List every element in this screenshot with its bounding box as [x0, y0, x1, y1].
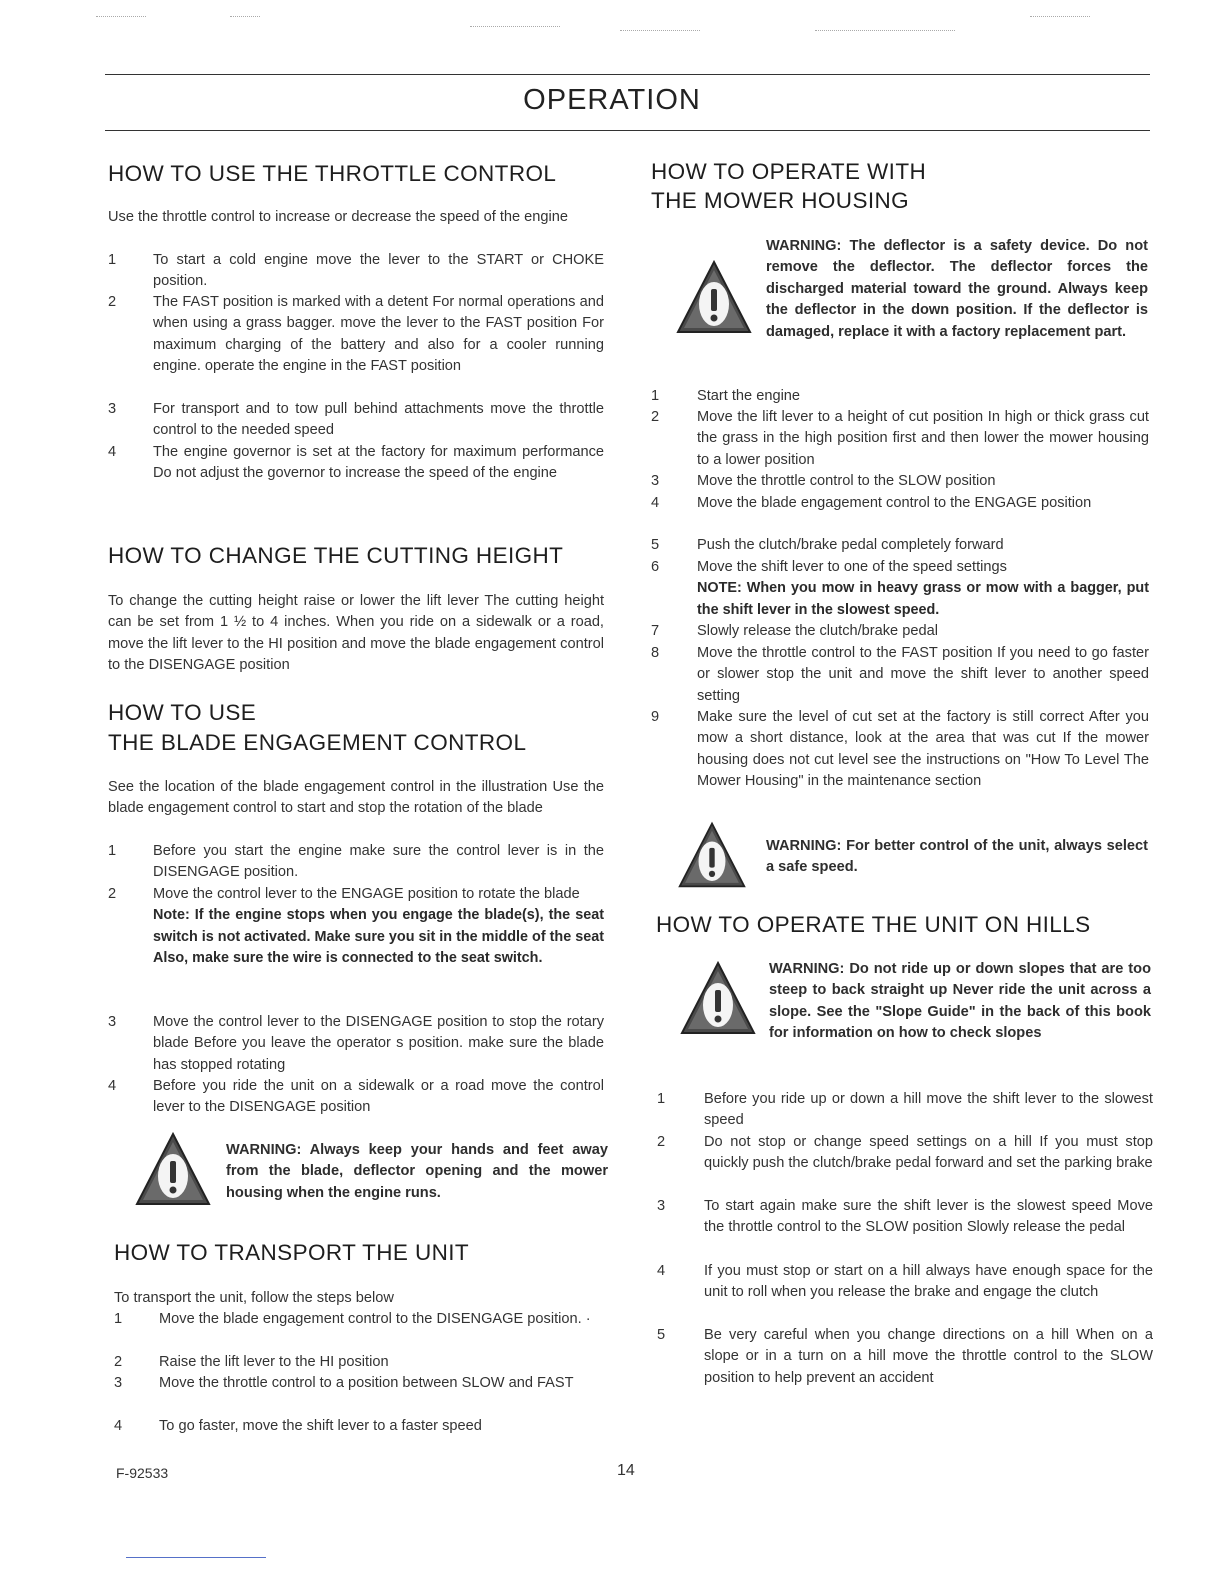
step-number: 6: [651, 559, 660, 575]
blade-step: [108, 1012, 604, 1076]
step-text: Slowly release the clutch/brake pedal: [697, 623, 938, 639]
scan-speck: [1030, 16, 1090, 18]
step-number: 1: [108, 252, 117, 268]
mower-step: [651, 707, 1149, 793]
step-text: Move the blade engagement control to the ENGAGE position: [697, 495, 1092, 511]
step-number: 5: [651, 537, 660, 553]
cutting-heading: HOW TO CHANGE THE CUTTING HEIGHT: [108, 543, 564, 568]
hills-step: [657, 1325, 1153, 1389]
throttle-step: [108, 250, 604, 293]
scan-speck: [230, 16, 260, 18]
step-number: 4: [651, 495, 660, 511]
step-number: 1: [114, 1311, 123, 1327]
mower-step: [651, 407, 1149, 471]
mower-step: [651, 471, 1149, 492]
step-number: 3: [108, 401, 117, 417]
scan-speck: [470, 26, 560, 28]
blade-intro: See the location of the blade engagement control in the illustration Use the blade engagement control to start and stop the rotation of the blade: [108, 779, 604, 817]
warning-triangle-icon: [679, 959, 757, 1037]
scan-speck: [815, 30, 955, 32]
step-number: 7: [651, 623, 660, 639]
blade-step: [108, 1076, 604, 1119]
step-text: Do not stop or change speed settings on a hill If you must stop quickly push the clutch/brake pedal forward and set the parking brake: [704, 1134, 1153, 1172]
mower-step: [651, 386, 1149, 407]
warning-text: WARNING: The deflector is a safety device. Do not remove the deflector. The deflector forces the discharged material toward the ground. Always keep the deflector in the down position. If the deflector is damaged, replace it with a factory replacement part.: [766, 238, 1148, 340]
step-number: 4: [114, 1418, 123, 1434]
mower-step: [651, 621, 1149, 642]
step-number: 8: [651, 645, 660, 661]
mower-heading-line2: THE MOWER HOUSING: [651, 188, 910, 213]
blade-heading-line2: THE BLADE ENGAGEMENT CONTROL: [108, 730, 527, 755]
step-number: 3: [114, 1375, 123, 1391]
mower-step: [651, 493, 1149, 514]
throttle-step: [108, 292, 604, 378]
warning-text: WARNING: Do not ride up or down slopes that are too steep to back straight up Never ride the unit across a slope. See the "Slope Guide" in the back of this book for information on how to check slopes: [769, 961, 1151, 1042]
step-text: Before you ride the unit on a sidewalk or a road move the control lever to the DISENGAGE position: [153, 1078, 604, 1116]
step-text: Move the shift lever to one of the speed settings: [697, 559, 1007, 575]
step-text: To go faster, move the shift lever to a faster speed: [159, 1418, 482, 1434]
blade-heading-line1: HOW TO USE: [108, 700, 257, 725]
step-text: Start the engine: [697, 388, 801, 404]
step-number: 9: [651, 709, 660, 725]
hills-step: [657, 1261, 1153, 1304]
step-number: 2: [114, 1354, 123, 1370]
step-number: 4: [108, 1078, 117, 1094]
scan-speck: [620, 30, 700, 32]
throttle-step: [108, 442, 604, 485]
mower-step: [651, 643, 1149, 707]
step-number: 2: [108, 294, 117, 310]
step-text: The FAST position is marked with a detent For normal operations and when using a grass bagger. move the lever to the FAST position For maximum charging of the battery and also for a cooler running engine. operate the engine in the FAST position: [153, 294, 604, 375]
heavy-grass-note: NOTE: When you mow in heavy grass or mow with a bagger, put the shift lever in the slowest speed.: [697, 580, 1149, 618]
step-text: Raise the lift lever to the HI position: [159, 1354, 389, 1370]
blade-step: [108, 841, 604, 884]
bottom-link-underline: [126, 1557, 266, 1558]
mower-step: [651, 535, 1149, 556]
top-rule: [105, 74, 1150, 75]
step-number: 5: [657, 1327, 666, 1343]
step-text: Be very careful when you change directions on a hill When on a slope or in a turn on a hill move the throttle control to the SLOW position to help prevent an accident: [704, 1327, 1153, 1386]
step-text: Before you start the engine make sure the control lever is in the DISENGAGE position.: [153, 843, 604, 881]
transport-intro: To transport the unit, follow the steps below: [114, 1290, 394, 1306]
step-number: 4: [657, 1263, 666, 1279]
mower-step: [651, 557, 1149, 621]
step-number: 1: [108, 843, 117, 859]
transport-step: [114, 1352, 610, 1373]
step-number: 3: [657, 1198, 666, 1214]
warning-text: WARNING: Always keep your hands and feet away from the blade, deflector opening and the mower housing when the engine runs.: [226, 1142, 608, 1201]
step-text: The engine governor is set at the factory for maximum performance Do not adjust the governor to increase the speed of the engine: [153, 444, 604, 482]
warning-text: WARNING: For better control of the unit, always select a safe speed.: [766, 838, 1148, 876]
step-text: Move the throttle control to a position between SLOW and FAST: [159, 1375, 574, 1391]
transport-step: [114, 1416, 610, 1437]
step-number: 2: [108, 886, 117, 902]
step-text: Move the control lever to the DISENGAGE position to stop the rotary blade Before you leave the operator s position. make sure the blade has stopped rotating: [153, 1014, 604, 1073]
transport-step: [114, 1309, 610, 1330]
step-number: 1: [651, 388, 660, 404]
seat-switch-note: Note: If the engine stops when you engage the blade(s), the seat switch is not activated. Make sure you sit in the middle of the seat Also, make sure the wire is connected to the seat switch.: [153, 907, 605, 967]
blade-step: [108, 884, 604, 970]
page-title: OPERATION: [523, 84, 701, 116]
throttle-heading: HOW TO USE THE THROTTLE CONTROL: [108, 161, 557, 186]
cutting-text: To change the cutting height raise or lower the lift lever The cutting height can be set from 1 ½ to 4 inches. When you ride on a sidewalk or a road, move the lift lever to the HI position and move the blade engagement control to the DISENGAGE position: [108, 593, 604, 674]
step-number: 2: [657, 1134, 666, 1150]
step-number: 3: [651, 473, 660, 489]
step-text: To start a cold engine move the lever to the START or CHOKE position.: [153, 252, 604, 290]
step-text: Make sure the level of cut set at the factory is still correct After you mow a short distance, look at the area that was cut If the mower housing does not cut level see the instructions on "How To Level The Mower Housing" in the maintenance section: [697, 709, 1149, 790]
step-text: Push the clutch/brake pedal completely forward: [697, 537, 1004, 553]
page-number: 14: [617, 1462, 635, 1479]
document-code: F-92533: [116, 1465, 169, 1481]
step-number: 1: [657, 1091, 666, 1107]
title-rule: [105, 130, 1150, 131]
transport-step: [114, 1373, 610, 1394]
throttle-intro: Use the throttle control to increase or decrease the speed of the engine: [108, 209, 568, 225]
scan-speck: [96, 16, 146, 18]
warning-triangle-icon: [677, 820, 747, 890]
step-text: Move the lift lever to a height of cut position In high or thick grass cut the grass in the high position first and then lower the mower housing to a lower position: [697, 409, 1149, 468]
step-text: Move the throttle control to the FAST position If you need to go faster or slower stop the unit and move the shift lever to another speed setting: [697, 645, 1149, 704]
step-text: If you must stop or start on a hill always have enough space for the unit to roll when you release the brake and engage the clutch: [704, 1263, 1153, 1301]
step-text: Before you ride up or down a hill move the shift lever to the slowest speed: [704, 1091, 1153, 1129]
step-number: 2: [651, 409, 660, 425]
step-text: To start again make sure the shift lever is the slowest speed Move the throttle control to the SLOW position Slowly release the pedal: [704, 1198, 1153, 1236]
step-text: Move the blade engagement control to the DISENGAGE position. ·: [159, 1311, 591, 1327]
step-text: Move the control lever to the ENGAGE position to rotate the blade: [153, 886, 580, 902]
hills-step: [657, 1196, 1153, 1239]
mower-heading-line1: HOW TO OPERATE WITH: [651, 159, 927, 184]
warning-triangle-icon: [134, 1130, 212, 1208]
hills-heading: HOW TO OPERATE THE UNIT ON HILLS: [656, 912, 1091, 937]
throttle-step: [108, 399, 604, 442]
hills-step: [657, 1132, 1153, 1175]
hills-step: [657, 1089, 1153, 1132]
step-number: 4: [108, 444, 117, 460]
step-number: 3: [108, 1014, 117, 1030]
transport-heading: HOW TO TRANSPORT THE UNIT: [114, 1240, 470, 1265]
step-text: For transport and to tow pull behind attachments move the throttle control to the needed speed: [153, 401, 604, 439]
step-text: Move the throttle control to the SLOW position: [697, 473, 996, 489]
warning-triangle-icon: [675, 258, 753, 336]
